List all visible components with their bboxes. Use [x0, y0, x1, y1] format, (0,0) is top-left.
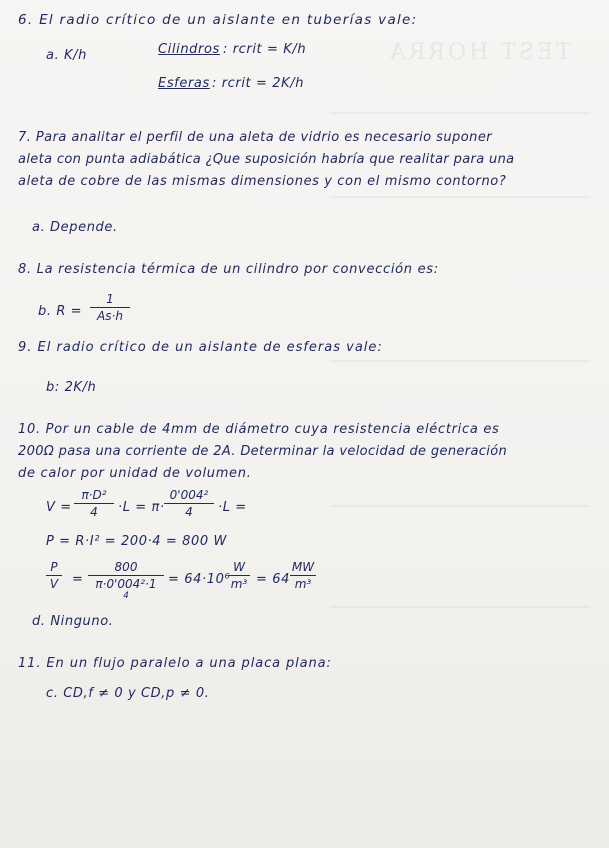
numerator: W: [233, 560, 245, 574]
q6-cylinders-label: Cilindros: [158, 42, 220, 57]
q10-result: = 64·10⁶: [168, 572, 231, 587]
q8-heading: 8. La resistencia térmica de un cilindro por convección es:: [18, 262, 439, 277]
q10-volume-end: ·L =: [218, 500, 247, 515]
numerator: 800: [114, 560, 138, 574]
denominator-sub: 4: [123, 591, 129, 601]
q10-line-3: de calor por unidad de volumen.: [18, 466, 252, 481]
q10-volume-lhs: V =: [46, 500, 72, 515]
denominator: 4: [90, 505, 98, 519]
q6-answer: a. K/h: [46, 48, 87, 63]
q11-heading: 11. En un flujo paralelo a una placa plana:: [18, 656, 332, 671]
q11-answer: c. CD,f ≠ 0 y CD,p ≠ 0.: [46, 686, 210, 701]
denominator: 4: [185, 505, 193, 519]
fraction-bar: [228, 575, 250, 576]
q7-line-2: aleta con punta adiabática ¿Que suposición habría que realitar para una: [18, 152, 515, 167]
bleed-through-line: [330, 196, 590, 198]
fraction-bar: [164, 503, 214, 504]
q8-answer-prefix: b. R =: [38, 304, 83, 319]
q7-line-1: 7. Para analitar el perfil de una aleta de vidrio es necesario suponer: [18, 130, 493, 145]
numerator: MW: [291, 560, 315, 574]
q9-heading: 9. El radio crítico de un aislante de esferas vale:: [18, 340, 383, 355]
q10-result-mw: = 64: [256, 572, 290, 587]
numerator: P: [50, 560, 58, 574]
q10-answer: d. Ninguno.: [32, 614, 114, 629]
bleed-through-line: [330, 606, 590, 608]
fraction-bar: [290, 575, 316, 576]
q6-spheres-formula: : rcrit = 2K/h: [212, 76, 305, 91]
q10-power-equation: P = R·I² = 200·4 = 800 W: [46, 534, 227, 549]
q10-line-2: 200Ω pasa una corriente de 2A. Determinar la velocidad de generación: [18, 444, 508, 459]
q10-volume-fraction-2: [164, 488, 214, 519]
q8-denominator: As·h: [97, 309, 123, 323]
q10-equals: =: [72, 572, 84, 587]
bleed-through-line: [330, 360, 590, 362]
bleed-through-line: [330, 505, 590, 507]
q10-volume-fraction-1: [74, 488, 114, 519]
numerator: π·D²: [81, 488, 107, 502]
denominator: π·0'004²·1: [95, 577, 157, 591]
denominator: m³: [294, 577, 312, 591]
q10-volume-middle: ·L = π·: [118, 500, 165, 515]
bleed-through-heading: TEST HORRA: [387, 40, 571, 65]
q10-power-density-fraction: [46, 560, 62, 591]
fraction-bar: [88, 575, 164, 576]
numerator: 0'004²: [169, 488, 209, 502]
q10-unit-fraction-mw: [290, 560, 316, 591]
q10-power-density-value-fraction: [88, 560, 164, 601]
q10-line-1: 10. Por un cable de 4mm de diámetro cuya resistencia eléctrica es: [18, 422, 500, 437]
q6-cylinders-formula: : rcrit = K/h: [223, 42, 307, 57]
q7-answer: a. Depende.: [32, 220, 118, 235]
denominator: m³: [230, 577, 248, 591]
denominator: V: [49, 577, 59, 591]
fraction-bar: [90, 307, 130, 308]
q9-answer: b: 2K/h: [46, 380, 97, 395]
fraction-bar: [46, 575, 62, 576]
bleed-through-line: [330, 112, 590, 114]
q6-heading: 6. El radio crítico de un aislante en tuberías vale:: [18, 12, 418, 28]
q8-numerator: 1: [106, 292, 114, 306]
q6-spheres-label: Esferas: [158, 76, 210, 91]
fraction-bar: [74, 503, 114, 504]
q10-unit-fraction: [228, 560, 250, 591]
q8-fraction: [90, 292, 130, 323]
q7-line-3: aleta de cobre de las mismas dimensiones y con el mismo contorno?: [18, 174, 507, 189]
